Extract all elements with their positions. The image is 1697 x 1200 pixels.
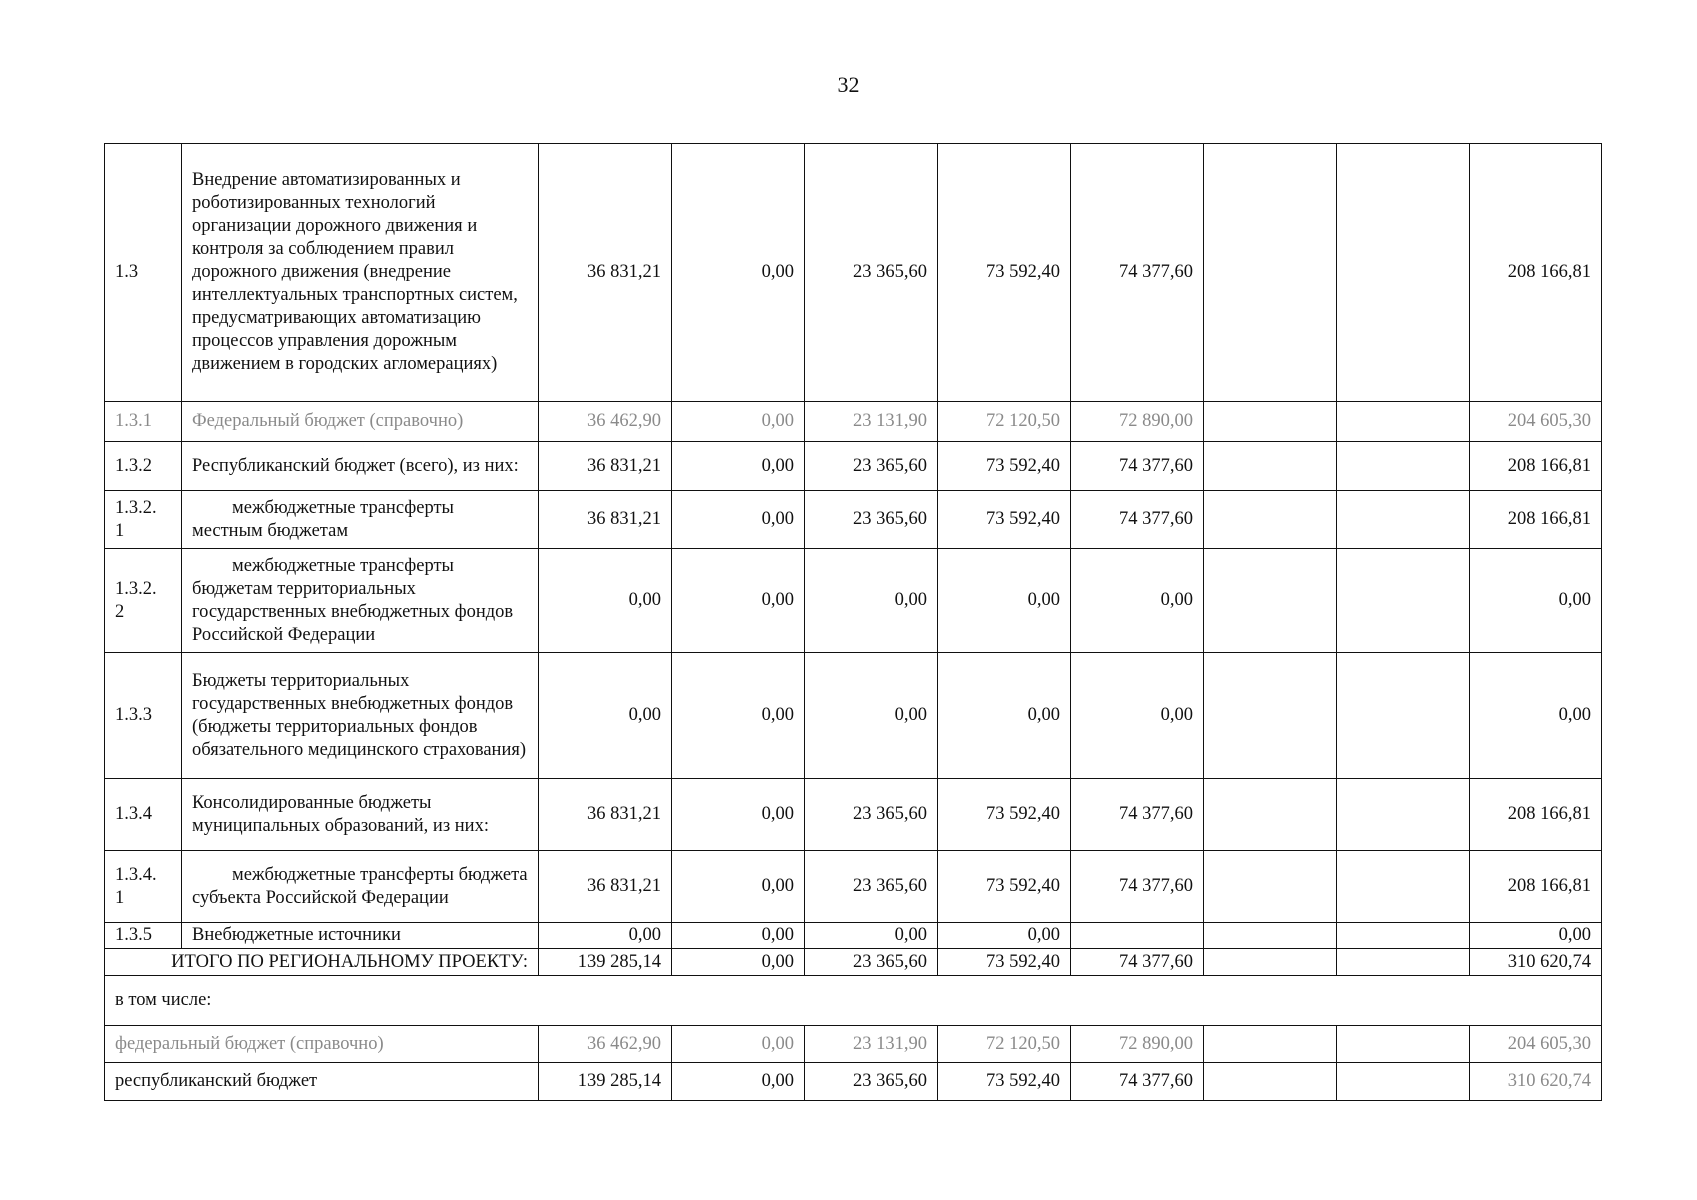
value-cell: 0,00 (805, 549, 938, 653)
row-name: межбюджетные трансферты местным бюджетам (182, 491, 539, 549)
value-cell: 0,00 (672, 949, 805, 976)
republic-row (105, 1063, 1602, 1101)
federal-row-label: федеральный бюджет (справочно) (105, 1026, 539, 1063)
row-name: Консолидированные бюджеты муниципальных образований, из них: (182, 779, 539, 851)
value-cell: 73 592,40 (938, 442, 1071, 491)
value-cell (1337, 549, 1470, 653)
value-cell (1204, 491, 1337, 549)
total-cell: 204 605,30 (1470, 402, 1602, 442)
value-cell: 74 377,60 (1071, 949, 1204, 976)
table-row (105, 923, 1602, 949)
value-cell: 72 890,00 (1071, 402, 1204, 442)
value-cell (1337, 144, 1470, 402)
value-cell: 0,00 (539, 549, 672, 653)
value-cell: 72 890,00 (1071, 1026, 1204, 1063)
value-cell: 36 831,21 (539, 442, 672, 491)
value-cell: 72 120,50 (938, 1026, 1071, 1063)
value-cell: 0,00 (672, 402, 805, 442)
value-cell: 23 365,60 (805, 851, 938, 923)
value-cell: 36 831,21 (539, 491, 672, 549)
table-row (105, 779, 1602, 851)
value-cell (1204, 144, 1337, 402)
row-code: 1.3.2. 2 (105, 549, 182, 653)
total-cell: 0,00 (1470, 923, 1602, 949)
value-cell (1337, 779, 1470, 851)
value-cell: 73 592,40 (938, 144, 1071, 402)
value-cell: 0,00 (938, 653, 1071, 779)
value-cell: 0,00 (1071, 653, 1204, 779)
value-cell (1204, 949, 1337, 976)
table-row (105, 491, 1602, 549)
including-label: в том числе: (105, 976, 1602, 1026)
value-cell: 74 377,60 (1071, 442, 1204, 491)
value-cell (1337, 851, 1470, 923)
table-row (105, 653, 1602, 779)
value-cell: 139 285,14 (539, 949, 672, 976)
value-cell: 74 377,60 (1071, 851, 1204, 923)
value-cell: 23 365,60 (805, 779, 938, 851)
value-cell: 73 592,40 (938, 1063, 1071, 1101)
row-name: Внебюджетные источники (182, 923, 539, 949)
value-cell (1204, 779, 1337, 851)
including-row (105, 976, 1602, 1026)
table-row (105, 144, 1602, 402)
republic-row-label: республиканский бюджет (105, 1063, 539, 1101)
value-cell: 0,00 (539, 923, 672, 949)
value-cell: 23 365,60 (805, 442, 938, 491)
value-cell: 36 462,90 (539, 402, 672, 442)
total-row (105, 949, 1602, 976)
value-cell: 0,00 (672, 923, 805, 949)
row-name: Федеральный бюджет (справочно) (182, 402, 539, 442)
value-cell: 0,00 (672, 1026, 805, 1063)
total-cell: 310 620,74 (1470, 949, 1602, 976)
value-cell: 36 831,21 (539, 144, 672, 402)
value-cell (1337, 1026, 1470, 1063)
value-cell: 0,00 (938, 923, 1071, 949)
value-cell: 73 592,40 (938, 851, 1071, 923)
value-cell: 0,00 (672, 491, 805, 549)
total-cell: 208 166,81 (1470, 144, 1602, 402)
total-cell: 0,00 (1470, 549, 1602, 653)
total-cell: 208 166,81 (1470, 851, 1602, 923)
value-cell: 23 131,90 (805, 1026, 938, 1063)
row-code: 1.3.5 (105, 923, 182, 949)
table-row (105, 402, 1602, 442)
value-cell: 74 377,60 (1071, 491, 1204, 549)
value-cell: 0,00 (1071, 549, 1204, 653)
value-cell (1337, 1063, 1470, 1101)
value-cell: 0,00 (672, 1063, 805, 1101)
value-cell (1337, 442, 1470, 491)
row-code: 1.3.2. 1 (105, 491, 182, 549)
value-cell: 72 120,50 (938, 402, 1071, 442)
total-row-label: ИТОГО ПО РЕГИОНАЛЬНОМУ ПРОЕКТУ: (105, 949, 539, 976)
value-cell: 0,00 (672, 779, 805, 851)
value-cell: 23 365,60 (805, 144, 938, 402)
value-cell: 23 365,60 (805, 491, 938, 549)
total-cell: 208 166,81 (1470, 442, 1602, 491)
value-cell: 139 285,14 (539, 1063, 672, 1101)
value-cell: 0,00 (805, 653, 938, 779)
value-cell: 0,00 (672, 144, 805, 402)
row-code: 1.3.4 (105, 779, 182, 851)
value-cell: 0,00 (672, 442, 805, 491)
value-cell (1204, 1026, 1337, 1063)
row-name: Бюджеты территориальных государственных внебюджетных фондов (бюджеты территориальных фондов обязательного медицинского страхования) (182, 653, 539, 779)
value-cell (1337, 402, 1470, 442)
row-name: Внедрение автоматизированных и роботизированных технологий организации дорожного движения и контроля за соблюдением правил дорожного движения (внедрение интеллектуальных транспортных систем, предусматривающих автоматизацию процессов управления дорожным движением в городских агломерациях) (182, 144, 539, 402)
value-cell: 74 377,60 (1071, 779, 1204, 851)
total-cell: 310 620,74 (1470, 1063, 1602, 1101)
budget-table (104, 143, 1602, 1101)
row-code: 1.3.3 (105, 653, 182, 779)
value-cell: 0,00 (672, 549, 805, 653)
value-cell (1071, 923, 1204, 949)
total-cell: 204 605,30 (1470, 1026, 1602, 1063)
value-cell (1204, 1063, 1337, 1101)
federal-row (105, 1026, 1602, 1063)
value-cell: 23 365,60 (805, 1063, 938, 1101)
table-row (105, 549, 1602, 653)
value-cell (1204, 442, 1337, 491)
row-code: 1.3.4. 1 (105, 851, 182, 923)
value-cell (1337, 491, 1470, 549)
row-code: 1.3.1 (105, 402, 182, 442)
row-name: Республиканский бюджет (всего), из них: (182, 442, 539, 491)
page-number: 32 (837, 72, 860, 97)
total-cell: 0,00 (1470, 653, 1602, 779)
value-cell: 0,00 (938, 549, 1071, 653)
value-cell: 36 462,90 (539, 1026, 672, 1063)
value-cell: 73 592,40 (938, 949, 1071, 976)
value-cell: 73 592,40 (938, 779, 1071, 851)
value-cell: 36 831,21 (539, 779, 672, 851)
value-cell: 36 831,21 (539, 851, 672, 923)
value-cell: 0,00 (672, 851, 805, 923)
value-cell: 74 377,60 (1071, 144, 1204, 402)
total-cell: 208 166,81 (1470, 779, 1602, 851)
table-row (105, 851, 1602, 923)
value-cell (1204, 653, 1337, 779)
total-cell: 208 166,81 (1470, 491, 1602, 549)
value-cell: 23 131,90 (805, 402, 938, 442)
value-cell (1337, 653, 1470, 779)
value-cell: 23 365,60 (805, 949, 938, 976)
value-cell (1337, 923, 1470, 949)
value-cell: 0,00 (539, 653, 672, 779)
value-cell: 0,00 (805, 923, 938, 949)
row-code: 1.3.2 (105, 442, 182, 491)
value-cell (1337, 949, 1470, 976)
row-name: межбюджетные трансферты бюджетам территориальных государственных внебюджетных фондов Российской Федерации (182, 549, 539, 653)
value-cell (1204, 402, 1337, 442)
value-cell: 74 377,60 (1071, 1063, 1204, 1101)
value-cell (1204, 549, 1337, 653)
value-cell: 73 592,40 (938, 491, 1071, 549)
row-code: 1.3 (105, 144, 182, 402)
value-cell (1204, 923, 1337, 949)
value-cell: 0,00 (672, 653, 805, 779)
table-row (105, 442, 1602, 491)
row-name: межбюджетные трансферты бюджета субъекта Российской Федерации (182, 851, 539, 923)
value-cell (1204, 851, 1337, 923)
